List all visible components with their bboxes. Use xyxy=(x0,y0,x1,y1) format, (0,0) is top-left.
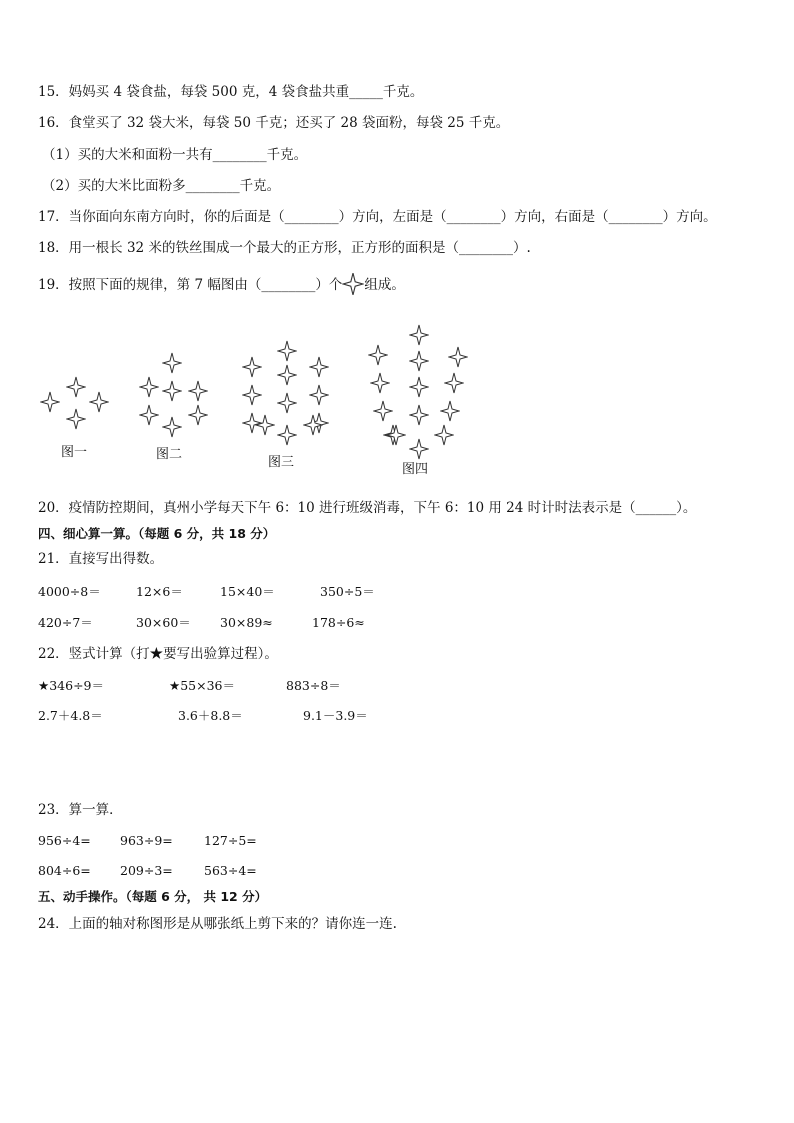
q23-r2-c3: 563÷4= xyxy=(204,863,257,878)
four-point-star-icon xyxy=(373,400,393,422)
q21-r1-c1: 4000÷8＝ xyxy=(38,584,101,599)
question-22: 22．竖式计算（打★要写出验算过程）。 xyxy=(38,646,278,662)
q23-r2-c2: 209÷3= xyxy=(120,863,173,878)
q23-r1-c1: 956÷4= xyxy=(38,833,91,848)
q21-r1-c4: 350÷5＝ xyxy=(320,584,375,599)
q22-r1-c1: ★346÷9＝ xyxy=(38,678,104,693)
four-point-star-icon xyxy=(342,272,364,296)
four-point-star-icon xyxy=(409,324,429,346)
four-point-star-icon xyxy=(409,404,429,426)
four-point-star-icon xyxy=(277,364,297,386)
four-point-star-icon xyxy=(409,350,429,372)
question-21: 21．直接写出得数。 xyxy=(38,551,164,567)
q22-r2-c3: 9.1－3.9＝ xyxy=(303,708,368,723)
question-24: 24．上面的轴对称图形是从哪张纸上剪下来的？请你连一连. xyxy=(38,916,397,932)
question-17: 17．当你面向东南方向时，你的后面是（________）方向，左面是（________）方向，右面是（________）方向。 xyxy=(38,209,717,225)
four-point-star-icon xyxy=(89,391,109,413)
question-15: 15．妈妈买 4 袋食盐，每袋 500 克，4 袋食盐共重_____千克。 xyxy=(38,84,424,100)
question-19 xyxy=(38,272,405,296)
question-19-tail: 组成。 xyxy=(364,277,405,293)
four-point-star-icon xyxy=(440,400,460,422)
figure-label-1: 图一 xyxy=(61,445,88,460)
four-point-star-icon xyxy=(309,356,329,378)
four-point-star-icon xyxy=(162,380,182,402)
q22-r1-c3: 883÷8＝ xyxy=(286,678,341,693)
q23-r2-c1: 804÷6= xyxy=(38,863,91,878)
question-19-text: 19．按照下面的规律，第 7 幅图由（________）个 xyxy=(38,277,343,293)
q21-r2-c1: 420÷7＝ xyxy=(38,615,93,630)
four-point-star-icon xyxy=(448,346,468,368)
section-5-heading: 五、动手操作。（每题 6 分， 共 12 分） xyxy=(38,889,268,904)
four-point-star-icon xyxy=(242,384,262,406)
four-point-star-icon xyxy=(139,376,159,398)
figure-label-3: 图三 xyxy=(268,455,295,470)
four-point-star-icon xyxy=(162,352,182,374)
four-point-star-icon xyxy=(368,344,388,366)
four-point-star-icon xyxy=(309,384,329,406)
four-point-star-icon xyxy=(409,438,429,460)
q21-r1-c2: 12×6＝ xyxy=(136,584,183,599)
q23-r1-c3: 127÷5= xyxy=(204,833,257,848)
four-point-star-icon xyxy=(66,408,86,430)
q21-r1-c3: 15×40＝ xyxy=(220,584,275,599)
four-point-star-icon xyxy=(277,392,297,414)
q22-r1-c2: ★55×36＝ xyxy=(169,678,235,693)
question-20: 20．疫情防控期间，真州小学每天下午 6：10 进行班级消毒，下午 6：10 用 24 时计时法表示是（______）。 xyxy=(38,500,697,516)
section-4-heading: 四、细心算一算。（每题 6 分，共 18 分） xyxy=(38,526,276,541)
four-point-star-icon xyxy=(277,424,297,446)
four-point-star-icon xyxy=(188,404,208,426)
four-point-star-icon xyxy=(255,414,275,436)
q23-r1-c2: 963÷9= xyxy=(120,833,173,848)
four-point-star-icon xyxy=(444,372,464,394)
question-16-part-1: （1）买的大米和面粉一共有________千克。 xyxy=(42,147,308,163)
four-point-star-icon xyxy=(277,340,297,362)
four-point-star-icon xyxy=(66,376,86,398)
q21-r2-c2: 30×60＝ xyxy=(136,615,191,630)
question-23: 23．算一算． xyxy=(38,802,123,818)
four-point-star-icon xyxy=(40,391,60,413)
four-point-star-icon xyxy=(386,424,406,446)
four-point-star-icon xyxy=(162,416,182,438)
question-18: 18．用一根长 32 米的铁丝围成一个最大的正方形，正方形的面积是（________）. xyxy=(38,240,531,256)
figure-label-2: 图二 xyxy=(156,447,183,462)
q22-r2-c2: 3.6＋8.8＝ xyxy=(178,708,243,723)
q22-r2-c1: 2.7＋4.8＝ xyxy=(38,708,103,723)
four-point-star-icon xyxy=(370,372,390,394)
question-16: 16．食堂买了 32 袋大米，每袋 50 千克；还买了 28 袋面粉，每袋 25 千克。 xyxy=(38,115,510,131)
four-point-star-icon xyxy=(409,376,429,398)
four-point-star-icon xyxy=(242,356,262,378)
figure-label-4: 图四 xyxy=(402,462,429,477)
four-point-star-icon xyxy=(139,404,159,426)
q21-r2-c4: 178÷6≈ xyxy=(312,615,365,630)
four-point-star-icon xyxy=(303,414,323,436)
q21-r2-c3: 30×89≈ xyxy=(220,615,273,630)
four-point-star-icon xyxy=(434,424,454,446)
question-16-part-2: （2）买的大米比面粉多________千克。 xyxy=(42,178,281,194)
four-point-star-icon xyxy=(188,380,208,402)
